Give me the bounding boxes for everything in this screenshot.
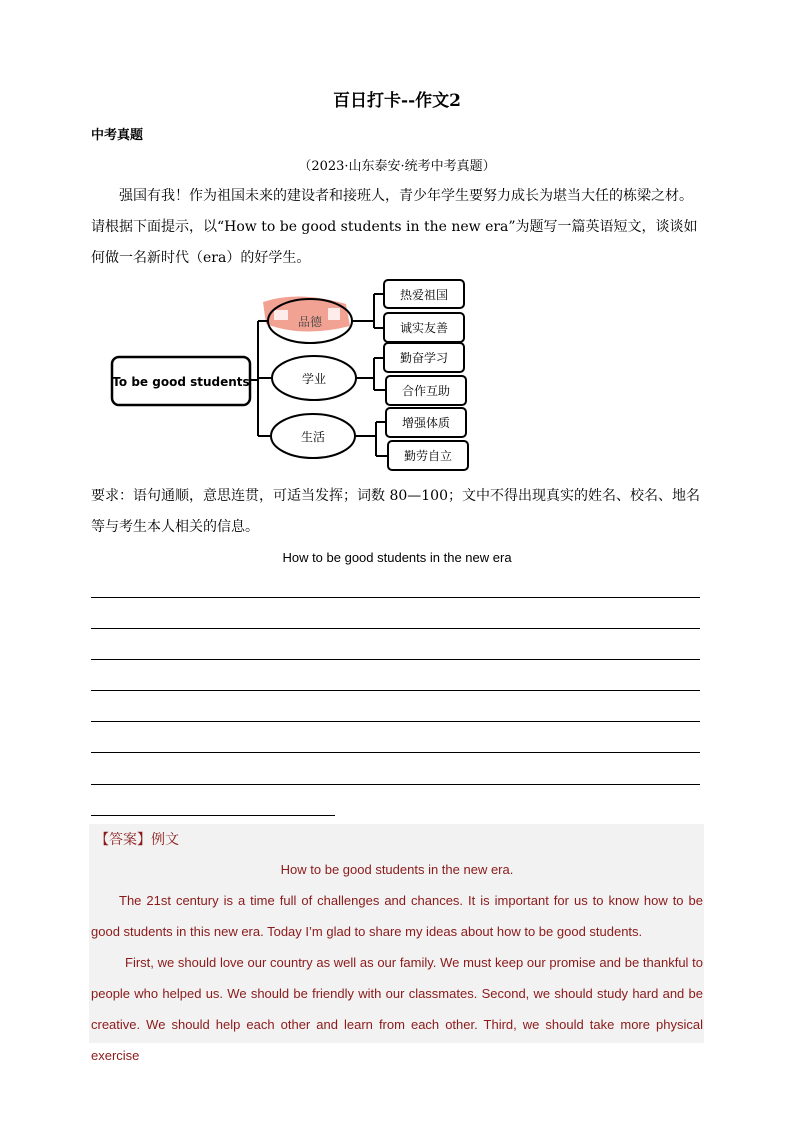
leaf-node	[386, 376, 466, 405]
root-node	[112, 357, 250, 405]
section-heading: 中考真题	[91, 128, 144, 143]
branch-label: 品德	[297, 315, 323, 329]
svg-text:勤劳自立: 勤劳自立	[403, 449, 453, 463]
leaf-node	[384, 343, 464, 372]
writing-line	[91, 752, 700, 753]
page-title: 百日打卡--作文2	[333, 91, 461, 111]
writing-line	[91, 659, 700, 660]
requirements: 要求：语句通顺，意思连贯，可适当发挥；词数 80—100；文中不得出现真实的姓名、校名、地名等与考生本人相关的信息。	[91, 488, 700, 535]
root-label: To be good students	[112, 375, 250, 389]
writing-line	[91, 690, 700, 691]
essay-title: How to be good students in the new era	[282, 550, 512, 565]
writing-line	[91, 721, 700, 722]
answer-title: How to be good students in the new era.	[280, 862, 514, 877]
writing-line	[91, 597, 700, 598]
mind-map-diagram	[88, 276, 478, 476]
prompt-intro: 强国有我！作为祖国未来的建设者和接班人，青少年学生要努力成长为堪当大任的栋梁之材。请根据下面提示，以“How to be good students in the new era”为题写一篇英语短文，谈谈如何做一名新时代（era）的好学生。	[91, 188, 698, 266]
answer-paragraph: First, we should love our country as well as our family. We must keep our promise and be thankful to people who helped us. We should be friendly with our classmates. Second, we should study hard and be creative. We should help each other and learn from each other. Third, we should take more physical exercise	[91, 955, 703, 1063]
leaf-node	[384, 313, 464, 342]
svg-text:勤奋学习: 勤奋学习	[399, 351, 449, 365]
svg-text:诚实友善: 诚实友善	[399, 321, 449, 335]
svg-text:合作互助: 合作互助	[401, 384, 451, 398]
branch-node-life	[271, 414, 355, 458]
exam-source: （2023·山东泰安·统考中考真题）	[298, 159, 496, 174]
writing-line	[91, 628, 700, 629]
branch-label: 学业	[301, 372, 327, 386]
answer-paragraph: The 21st century is a time full of challenges and chances. It is important for us to know how to be good students in this new era. Today I’m glad to share my ideas about how to be good students.	[91, 893, 703, 939]
leaf-node	[386, 408, 466, 437]
answer-label: 【答案】例文	[95, 832, 179, 848]
branch-node-study	[272, 356, 356, 400]
writing-line-short	[91, 815, 335, 816]
leaf-node	[388, 441, 468, 470]
writing-line	[91, 784, 700, 785]
svg-text:增强体质: 增强体质	[401, 416, 451, 430]
svg-text:热爱祖国: 热爱祖国	[399, 288, 449, 302]
leaf-node	[384, 280, 464, 308]
branch-label: 生活	[300, 430, 326, 444]
